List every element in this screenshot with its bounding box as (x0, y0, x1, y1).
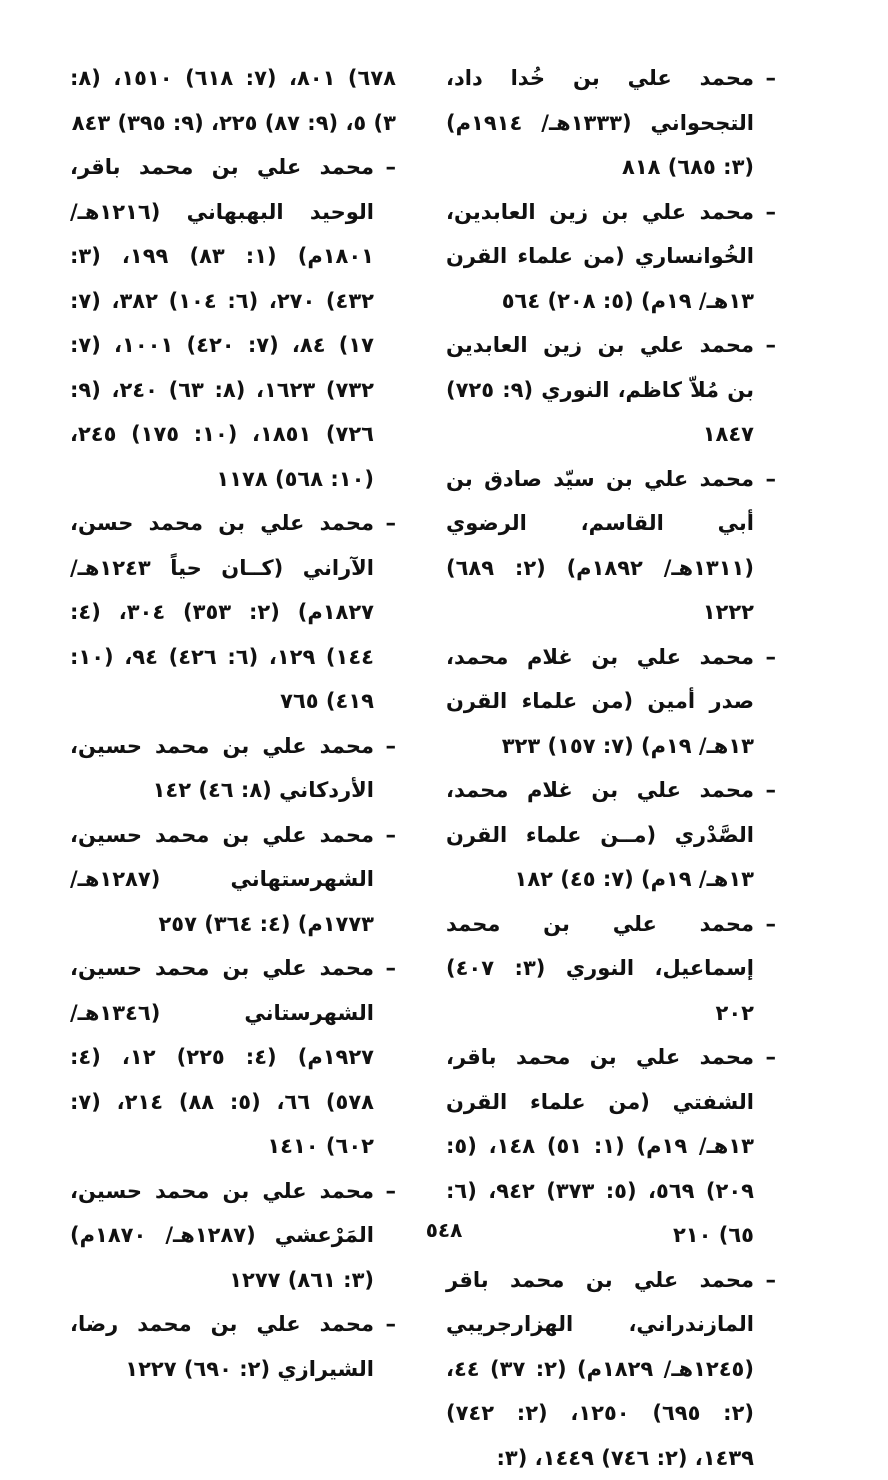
entry-text: محمد علي بن سيّد صادق بن أبي القاسم، الرضوي (١٣١١هـ/ ١٨٩٢م) (٢: ٦٨٩) ١٢٢٢ (446, 467, 754, 625)
entry-text: محمد علي بن خُدا داد، التجحواني (١٣٣٣هـ/ ١٩١٤م) (٣: ٦٨٥) ٨١٨ (446, 66, 754, 179)
index-entry (70, 724, 396, 813)
entry-text: محمد علي بن محمد حسين، الشهرستهاني (١٢٨٧هـ/ ١٧٧٣م) (٤: ٣٦٤) ٢٥٧ (70, 823, 374, 936)
index-entry (70, 145, 396, 501)
index-entry (446, 56, 776, 190)
entry-text: محمد علي بن غلام محمد، صدر أمين (من علماء القرن ١٣هـ/ ١٩م) (٧: ١٥٧) ٣٢٣ (446, 645, 754, 758)
index-column-right (446, 56, 776, 1480)
index-entry (446, 768, 776, 902)
entry-text: محمد علي بن محمد رضا، الشيرازي (٢: ٦٩٠) ١٢٢٧ (70, 1312, 374, 1381)
entry-dash: – (754, 1035, 776, 1080)
index-entry (446, 1258, 776, 1480)
entry-dash: – (374, 1169, 396, 1214)
entry-dash: – (754, 457, 776, 502)
entry-dash: – (754, 902, 776, 947)
entry-dash: – (754, 768, 776, 813)
index-entry (446, 902, 776, 1036)
entry-dash: – (374, 501, 396, 546)
entry-text: محمد علي بن محمد حسين، الشهرستاني (١٣٤٦هـ/ ١٩٢٧م) (٤: ٢٢٥) ١٢، (٤: ٥٧٨) ٦٦، (٥: ٨٨) ٢١٤، (٧: ٦٠٢) ١٤١٠ (70, 956, 374, 1158)
entry-dash: – (374, 946, 396, 991)
entry-text: محمد علي بن محمد حسين، الأردكاني (٨: ٤٦) ١٤٢ (70, 734, 374, 803)
entry-text: محمد علي بن محمد باقر، الوحيد البهبهاني (١٢١٦هـ/ ١٨٠١م) (١: ٨٣) ١٩٩، (٣: ٤٣٢) ٢٧٠، (٦: ١٠٤) ٣٨٢، (٧: ١٧) ٨٤، (٧: ٤٢٠) ١٠٠١، (٧: ٧٣٢) ١٦٢٣، (٨: ٦٣) ٢٤٠، (٩: ٧٢٦) ١٨٥١، (١٠: ١٧٥) ٢٤٥، (١٠: ٥٦٨) ١١٧٨ (70, 155, 374, 491)
entry-dash: – (754, 190, 776, 235)
entry-text: محمد علي بن زين العابدين بن مُلاّ كاظم، النوري (٩: ٧٢٥) ١٨٤٧ (446, 333, 754, 446)
entry-dash: – (754, 635, 776, 680)
page-number: ٥٤٨ (0, 1218, 888, 1242)
entry-text: محمد علي بن محمد إسماعيل، النوري (٣: ٤٠٧) ٢٠٢ (446, 912, 754, 1025)
index-entry (446, 190, 776, 324)
entry-dash: – (374, 1302, 396, 1347)
entry-dash: – (754, 56, 776, 101)
index-entry (70, 501, 396, 724)
entry-text: محمد علي بن محمد باقر، الشفتي (من علماء القرن ١٣هـ/ ١٩م) (١: ٥١) ١٤٨، (٥: ٢٠٩) ٥٦٩، (٥: ٣٧٣) ٩٤٢، (٦: ٦٥) ٢١٠ (446, 1045, 754, 1247)
entry-text: محمد علي بن محمد حسين، المَرْعشي (١٢٨٧هـ/ ١٨٧٠م) (٣: ٨٦١) ١٢٧٧ (70, 1179, 374, 1292)
entry-dash: – (374, 724, 396, 769)
entry-dash: – (754, 1258, 776, 1303)
entry-text: ٦٧٨) ٨٠١، (٧: ٦١٨) ١٥١٠، (٨: ٣) ٥، (٩: ٨٧) ٢٢٥، (٩: ٣٩٥) ٨٤٣ (70, 66, 396, 135)
entry-dash: – (374, 145, 396, 190)
index-entry (446, 457, 776, 635)
index-column-left (70, 56, 396, 1391)
index-entry (446, 635, 776, 769)
index-entry (70, 1302, 396, 1391)
entry-dash: – (754, 323, 776, 368)
entry-dash: – (374, 813, 396, 858)
index-entry (70, 946, 396, 1169)
index-entry (70, 813, 396, 947)
entry-text: محمد علي بن غلام محمد، الصَّدْري (مــن علماء القرن ١٣هـ/ ١٩م) (٧: ٤٥) ١٨٢ (446, 778, 754, 891)
index-entry-continuation (70, 56, 396, 145)
entry-text: محمد علي بن زين العابدين، الخُوانساري (من علماء القرن ١٣هـ/ ١٩م) (٥: ٢٠٨) ٥٦٤ (446, 200, 754, 313)
index-entry (446, 323, 776, 457)
entry-text: محمد علي بن محمد حسن، الآراني (كــان حياً ١٢٤٣هـ/ ١٨٢٧م) (٢: ٣٥٣) ٣٠٤، (٤: ١٤٤) ١٢٩، (٦: ٤٢٦) ٩٤، (١٠: ٤١٩) ٧٦٥ (70, 511, 374, 713)
entry-text: محمد علي بن محمد باقر المازندراني، الهزارجريبي (١٢٤٥هـ/ ١٨٢٩م) (٢: ٣٧) ٤٤، (٢: ٦٩٥) ١٢٥٠، (٢: ٧٤٢) ١٤٣٩، (٢: ٧٤٦) ١٤٤٩، (٣: (446, 1268, 754, 1470)
